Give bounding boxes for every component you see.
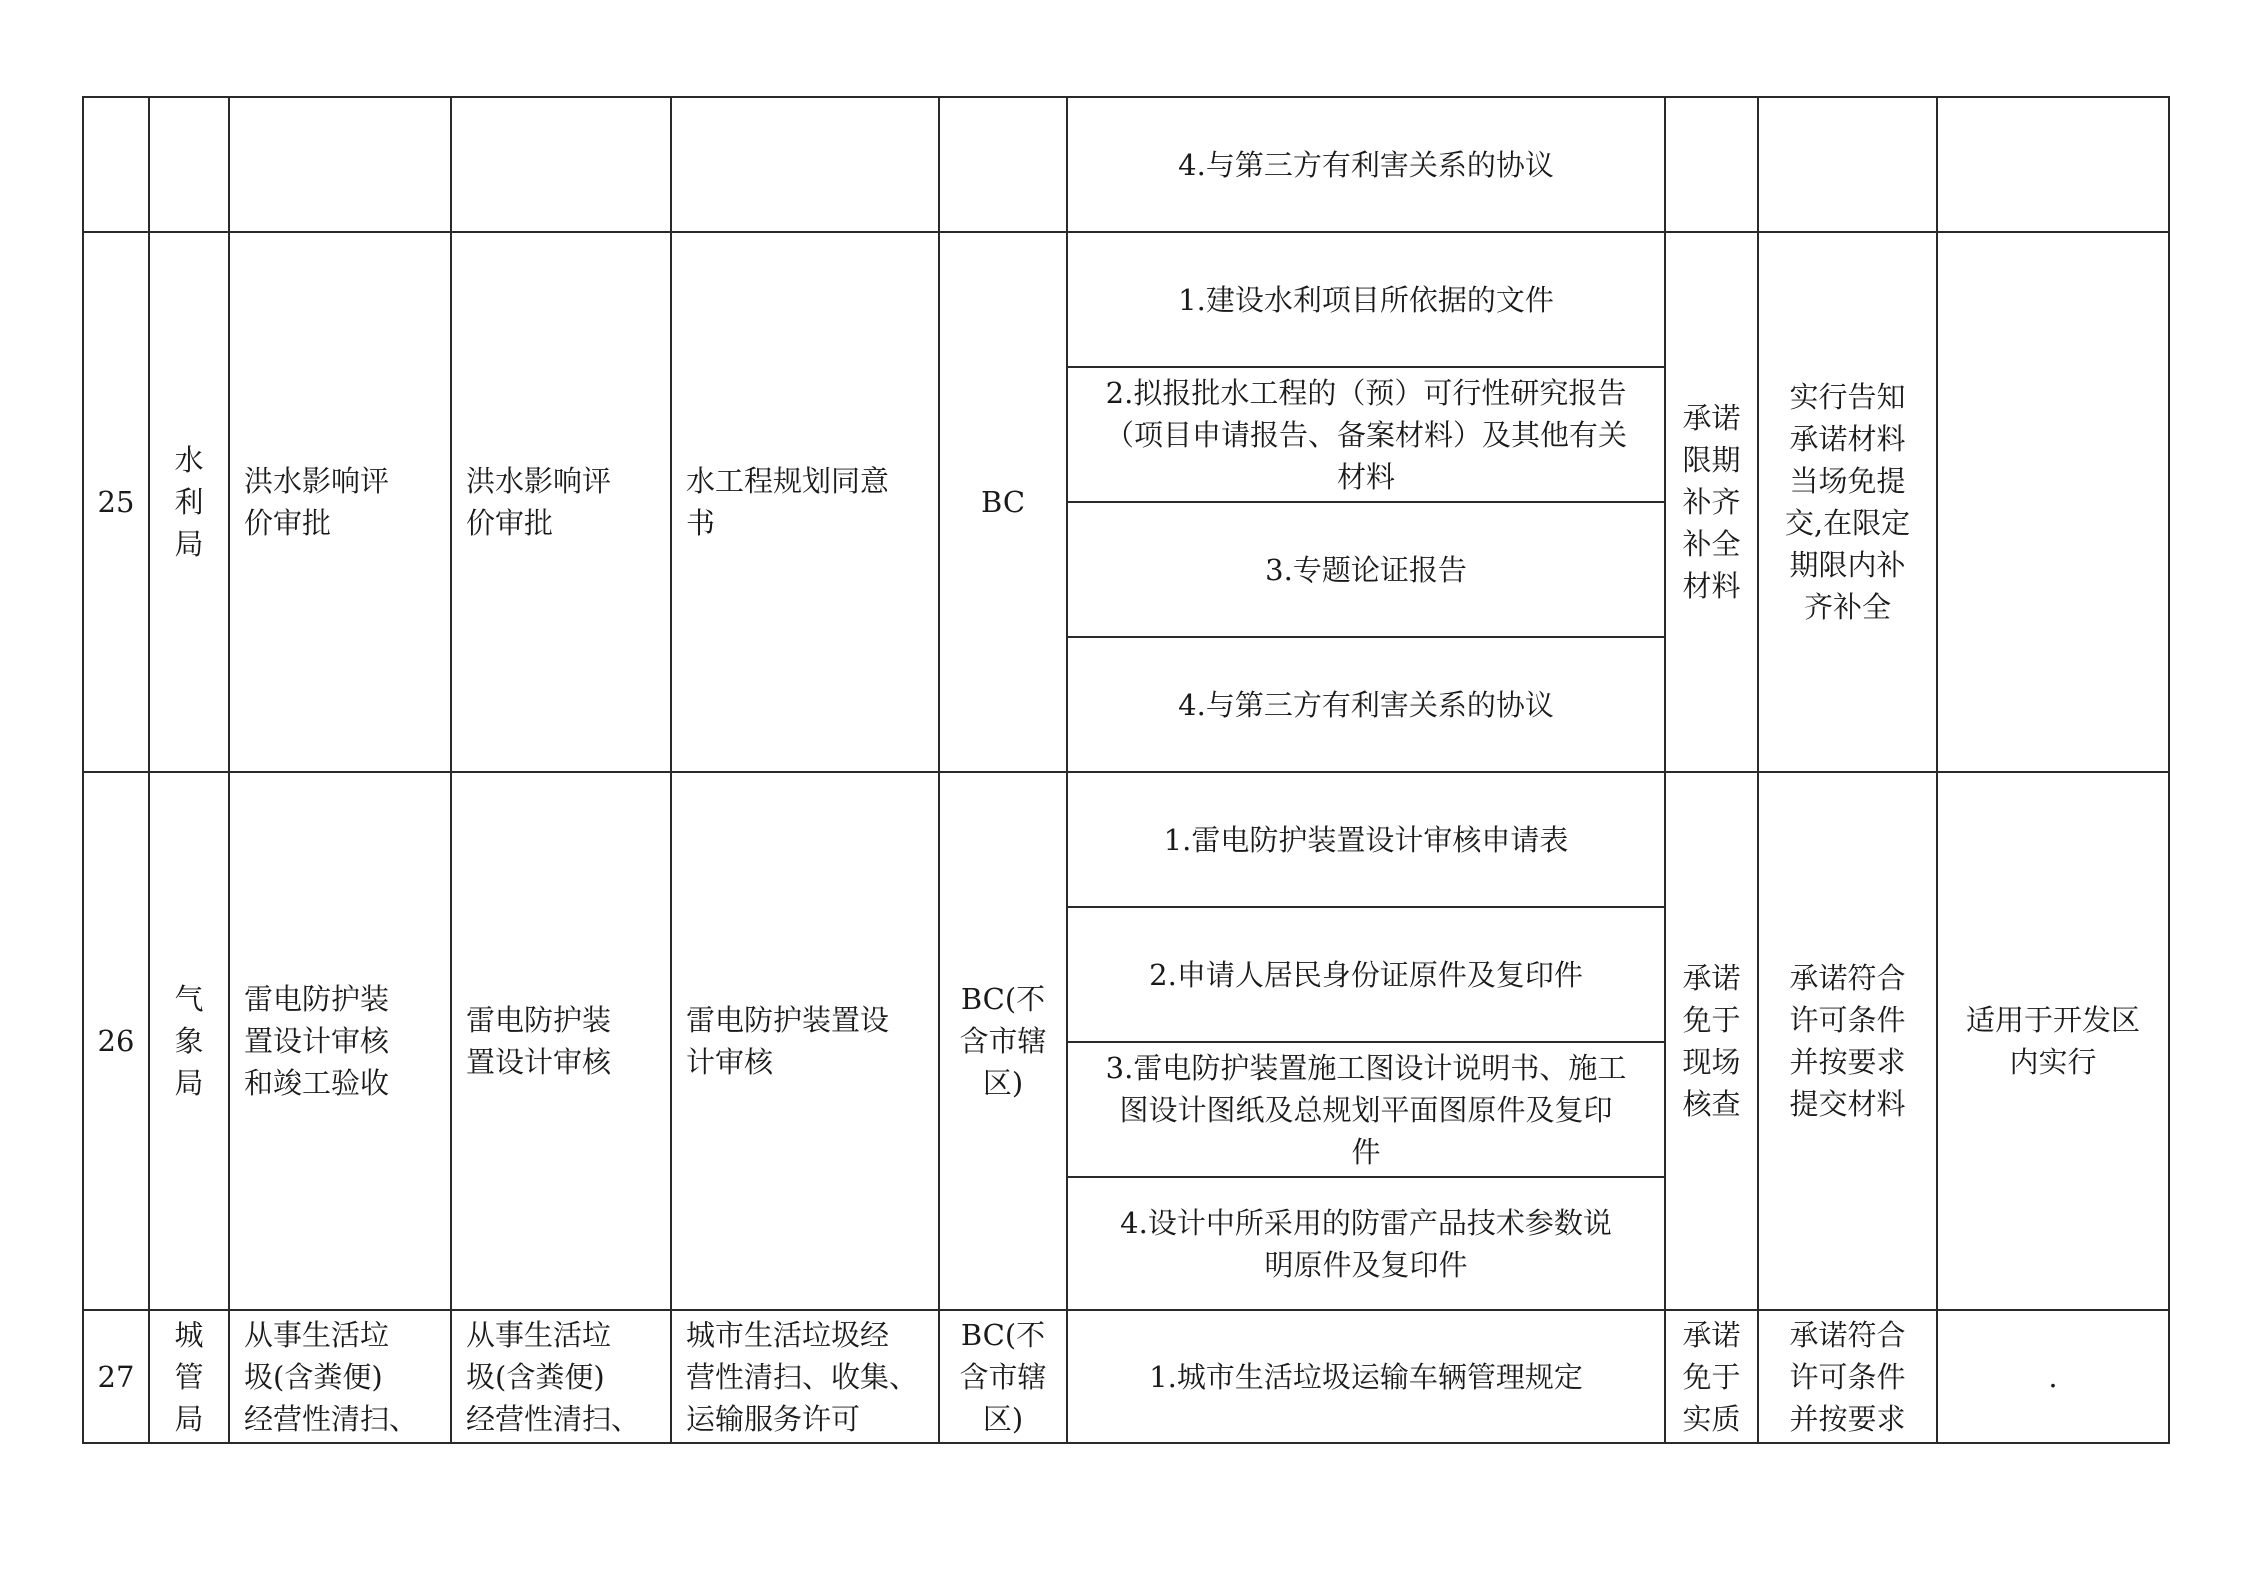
promise-cell bbox=[1665, 97, 1758, 232]
license-cell: 城市生活垃圾经 营性清扫、收集、 运输服务许可 bbox=[671, 1310, 939, 1443]
method-cell: 实行告知 承诺材料 当场免提 交,在限定 期限内补 齐补全 bbox=[1758, 232, 1937, 772]
item-cell bbox=[229, 97, 451, 232]
material-cell: 2.申请人居民身份证原件及复印件 bbox=[1067, 907, 1665, 1042]
material-cell: 1.建设水利项目所依据的文件 bbox=[1067, 232, 1665, 367]
department-cell: 城 管 局 bbox=[149, 1310, 229, 1443]
note-cell: 适用于开发区 内实行 bbox=[1937, 772, 2169, 1310]
row-number: 27 bbox=[83, 1310, 149, 1443]
license-cell: 雷电防护装置设 计审核 bbox=[671, 772, 939, 1310]
material-cell: 3.专题论证报告 bbox=[1067, 502, 1665, 637]
material-cell: 4.设计中所采用的防雷产品技术参数说 明原件及复印件 bbox=[1067, 1177, 1665, 1310]
material-cell: 1.城市生活垃圾运输车辆管理规定 bbox=[1067, 1310, 1665, 1443]
table-row bbox=[83, 1310, 2169, 1443]
row-number: 26 bbox=[83, 772, 149, 1310]
promise-cell: 承诺 限期 补齐 补全 材料 bbox=[1665, 232, 1758, 772]
note-cell: . bbox=[1937, 1310, 2169, 1443]
note-cell bbox=[1937, 97, 2169, 232]
material-cell: 3.雷电防护装置施工图设计说明书、施工 图设计图纸及总规划平面图原件及复印 件 bbox=[1067, 1042, 1665, 1177]
row-number: 25 bbox=[83, 232, 149, 772]
license-cell: 水工程规划同意 书 bbox=[671, 232, 939, 772]
item-cell: 雷电防护装 置设计审核 和竣工验收 bbox=[229, 772, 451, 1310]
scope-cell: BC bbox=[939, 232, 1067, 772]
sub-item-cell bbox=[451, 97, 671, 232]
approval-table bbox=[82, 96, 2170, 1444]
material-cell: 4.与第三方有利害关系的协议 bbox=[1067, 97, 1665, 232]
method-cell: 承诺符合 许可条件 并按要求 提交材料 bbox=[1758, 772, 1937, 1310]
scope-cell: BC(不 含市辖 区) bbox=[939, 1310, 1067, 1443]
material-cell: 1.雷电防护装置设计审核申请表 bbox=[1067, 772, 1665, 907]
scope-cell bbox=[939, 97, 1067, 232]
sub-item-cell: 雷电防护装 置设计审核 bbox=[451, 772, 671, 1310]
method-cell bbox=[1758, 97, 1937, 232]
promise-cell: 承诺 免于 实质 bbox=[1665, 1310, 1758, 1443]
table-row bbox=[83, 97, 2169, 232]
department-cell bbox=[149, 97, 229, 232]
license-cell bbox=[671, 97, 939, 232]
sub-item-cell: 洪水影响评 价审批 bbox=[451, 232, 671, 772]
sub-item-cell: 从事生活垃 圾(含粪便) 经营性清扫、 bbox=[451, 1310, 671, 1443]
material-cell: 2.拟报批水工程的（预）可行性研究报告 （项目申请报告、备案材料）及其他有关 材料 bbox=[1067, 367, 1665, 502]
item-cell: 洪水影响评 价审批 bbox=[229, 232, 451, 772]
promise-cell: 承诺 免于 现场 核查 bbox=[1665, 772, 1758, 1310]
material-cell: 4.与第三方有利害关系的协议 bbox=[1067, 637, 1665, 772]
note-cell bbox=[1937, 232, 2169, 772]
department-cell: 水 利 局 bbox=[149, 232, 229, 772]
scope-cell: BC(不 含市辖 区) bbox=[939, 772, 1067, 1310]
department-cell: 气 象 局 bbox=[149, 772, 229, 1310]
item-cell: 从事生活垃 圾(含粪便) 经营性清扫、 bbox=[229, 1310, 451, 1443]
table-row bbox=[83, 232, 2169, 367]
table-row bbox=[83, 772, 2169, 907]
row-number bbox=[83, 97, 149, 232]
method-cell: 承诺符合 许可条件 并按要求 bbox=[1758, 1310, 1937, 1443]
